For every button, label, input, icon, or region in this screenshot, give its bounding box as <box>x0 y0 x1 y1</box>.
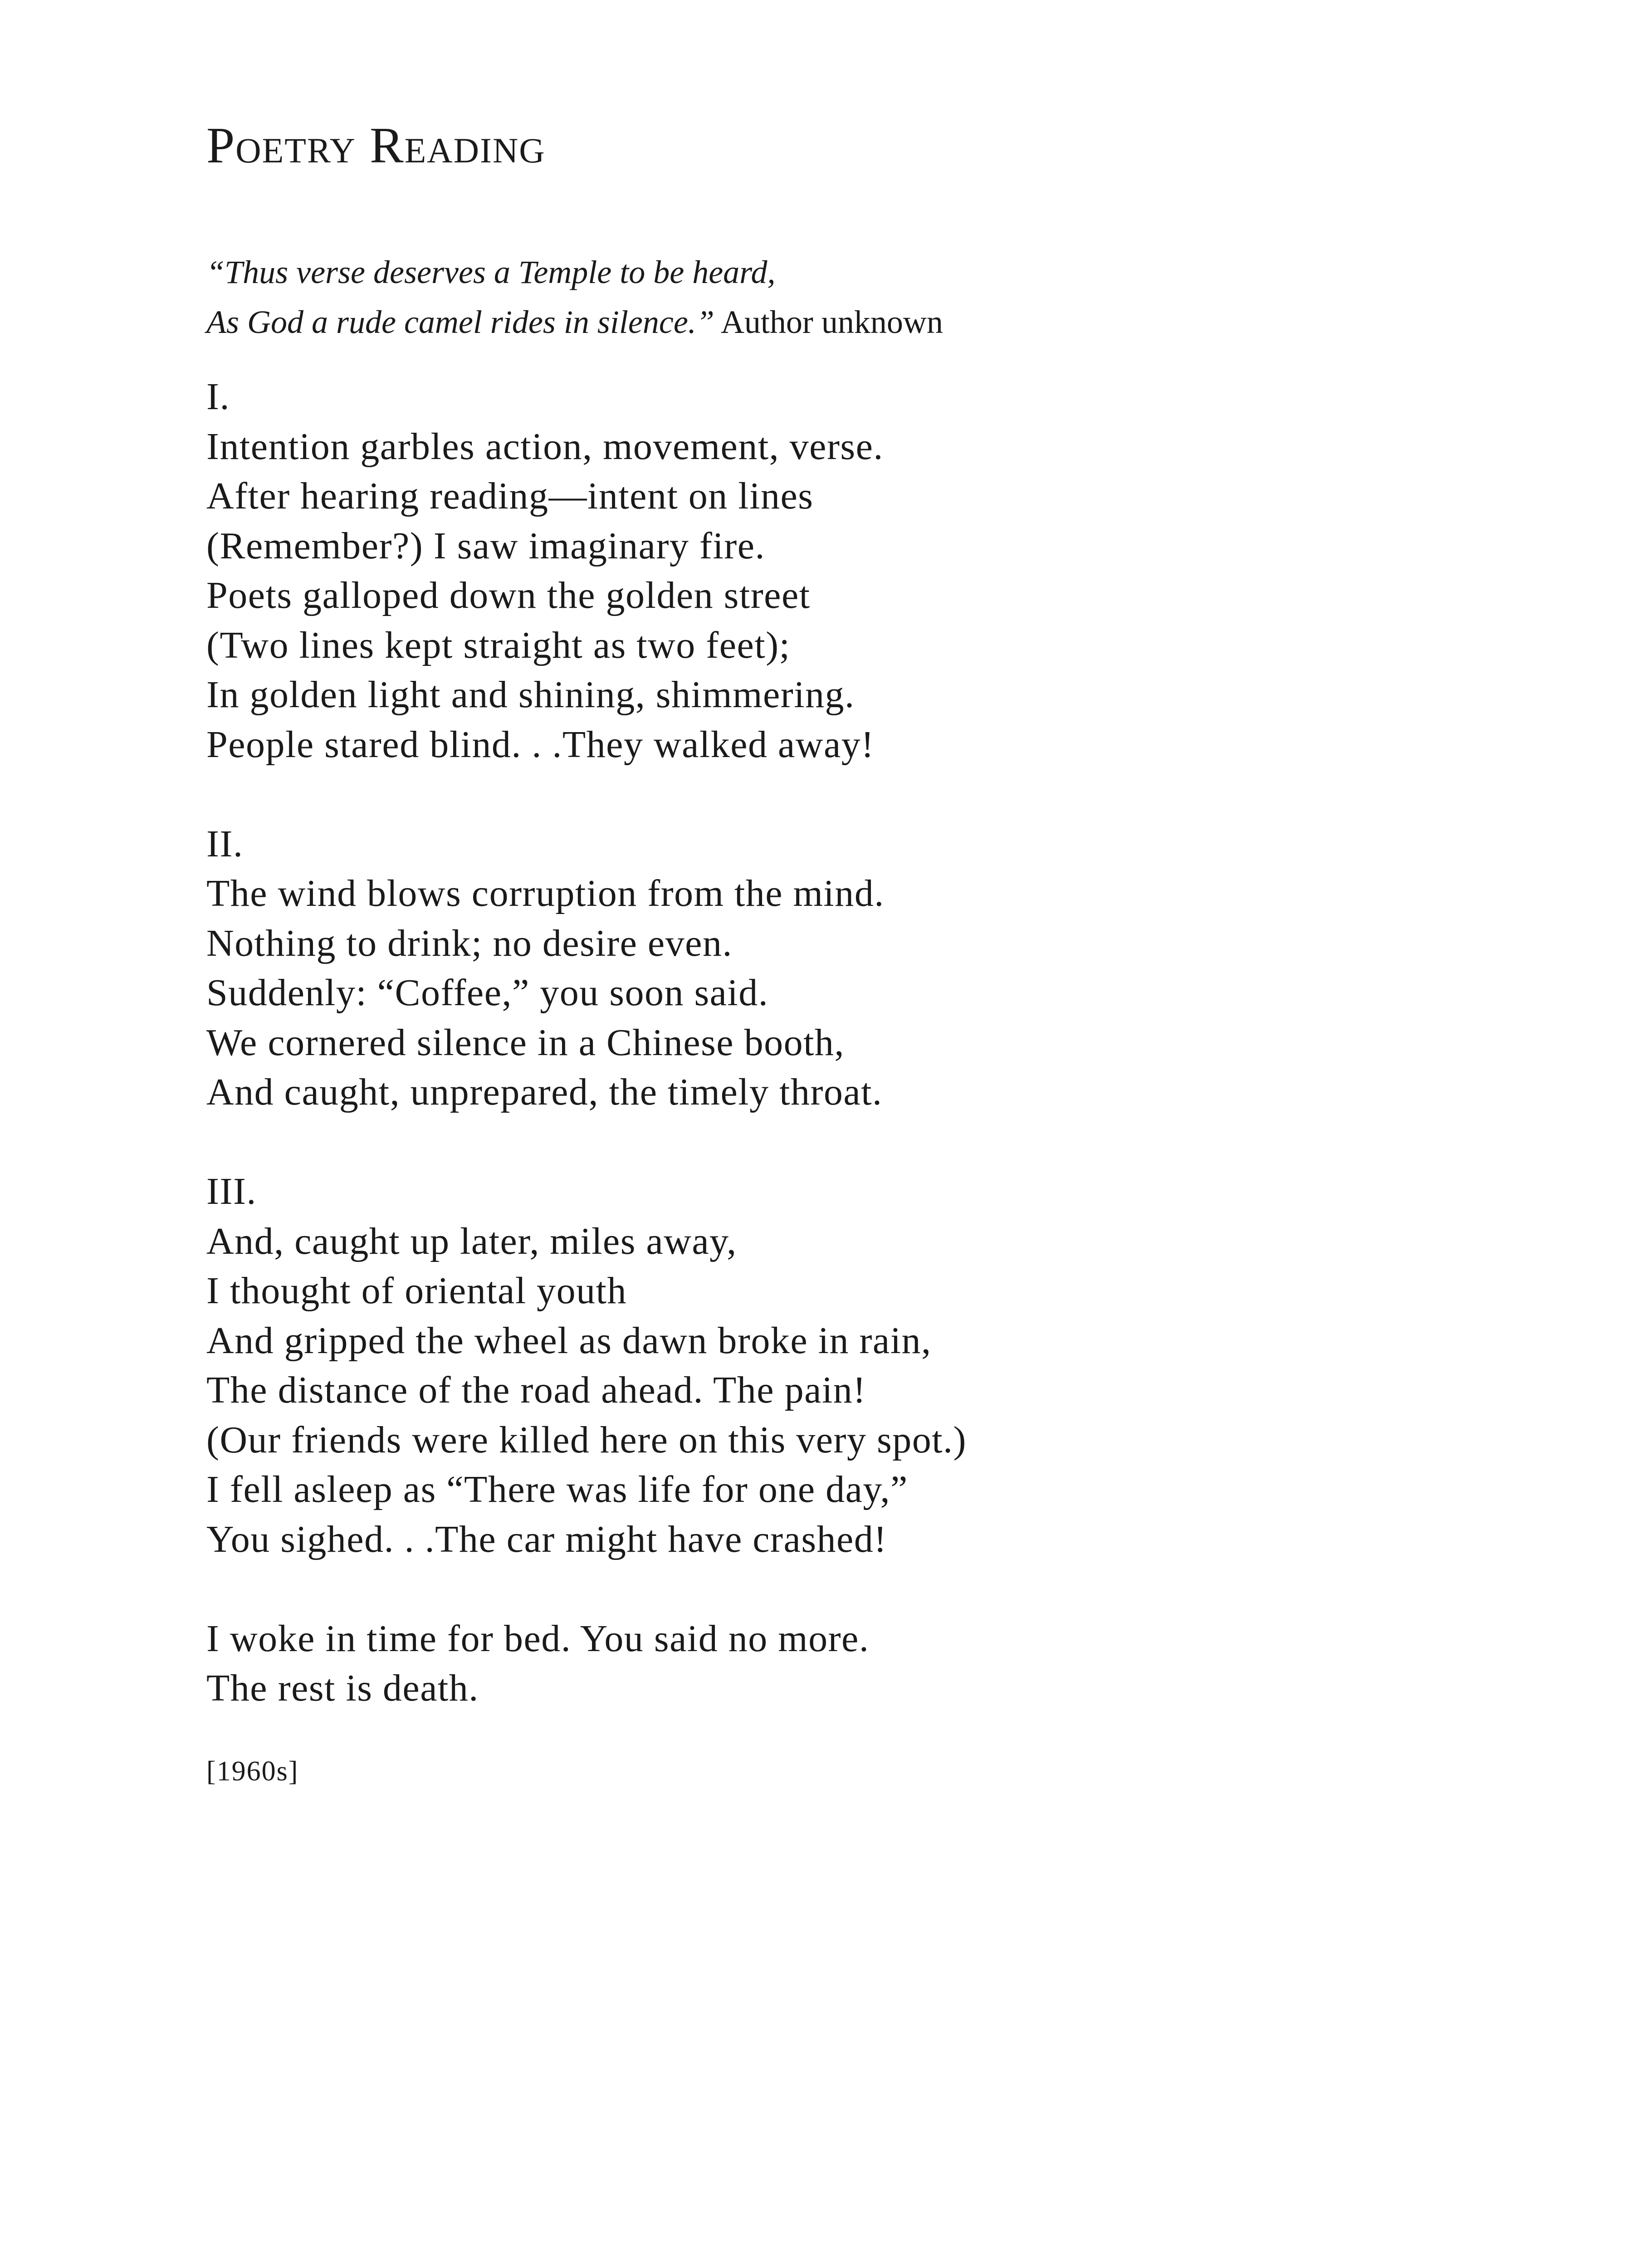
poem-line: I fell asleep as “There was life for one day,” <box>206 1468 908 1510</box>
poem-line: And caught, unprepared, the timely throat. <box>206 1071 883 1113</box>
stanza-2 <box>206 819 967 1117</box>
stanza-numeral: III. <box>206 1170 257 1212</box>
stanza-4 <box>206 1614 967 1713</box>
poem-line: Nothing to drink; no desire even. <box>206 922 733 964</box>
poem-line: And gripped the wheel as dawn broke in rain, <box>206 1319 932 1362</box>
poem-line: After hearing reading—intent on lines <box>206 475 814 517</box>
poem-line: In golden light and shining, shimmering. <box>206 674 855 716</box>
stanza-numeral: I. <box>206 376 230 418</box>
poem-line: I thought of oriental youth <box>206 1270 627 1312</box>
poem-line: I woke in time for bed. You said no more. <box>206 1617 870 1660</box>
poem-title: Poetry Reading <box>206 117 546 174</box>
poem-line: The rest is death. <box>206 1667 479 1709</box>
stanza-3 <box>206 1167 967 1564</box>
epigraph <box>206 247 943 347</box>
poem-line: We cornered silence in a Chinese booth, <box>206 1021 845 1064</box>
poem-line: Intention garbles action, movement, verse. <box>206 425 884 468</box>
poem-body <box>206 372 967 1713</box>
epigraph-attribution: Author unknown <box>714 304 943 340</box>
poem-line: The wind blows corruption from the mind. <box>206 872 885 914</box>
poem-line: (Two lines kept straight as two feet); <box>206 624 791 666</box>
epigraph-quote-line-1: “Thus verse deserves a Temple to be heard, <box>206 254 776 290</box>
poem-line: Poets galloped down the golden street <box>206 574 811 616</box>
epigraph-line-2 <box>206 297 943 347</box>
poem-line: (Remember?) I saw imaginary fire. <box>206 524 765 567</box>
poem-line: The distance of the road ahead. The pain! <box>206 1369 866 1411</box>
stanza-numeral: II. <box>206 822 244 865</box>
poem-line: People stared blind. . .They walked away! <box>206 723 875 766</box>
poem-line: Suddenly: “Coffee,” you soon said. <box>206 972 769 1014</box>
epigraph-quote-line-2: As God a rude camel rides in silence.” <box>206 304 714 340</box>
epigraph-line-1 <box>206 247 943 297</box>
poem-line: (Our friends were killed here on this very spot.) <box>206 1418 967 1461</box>
poem-line: You sighed. . .The car might have crashed! <box>206 1518 887 1560</box>
composition-date: [1960s] <box>206 1756 299 1787</box>
poem-line: And, caught up later, miles away, <box>206 1220 737 1262</box>
stanza-1 <box>206 372 967 769</box>
